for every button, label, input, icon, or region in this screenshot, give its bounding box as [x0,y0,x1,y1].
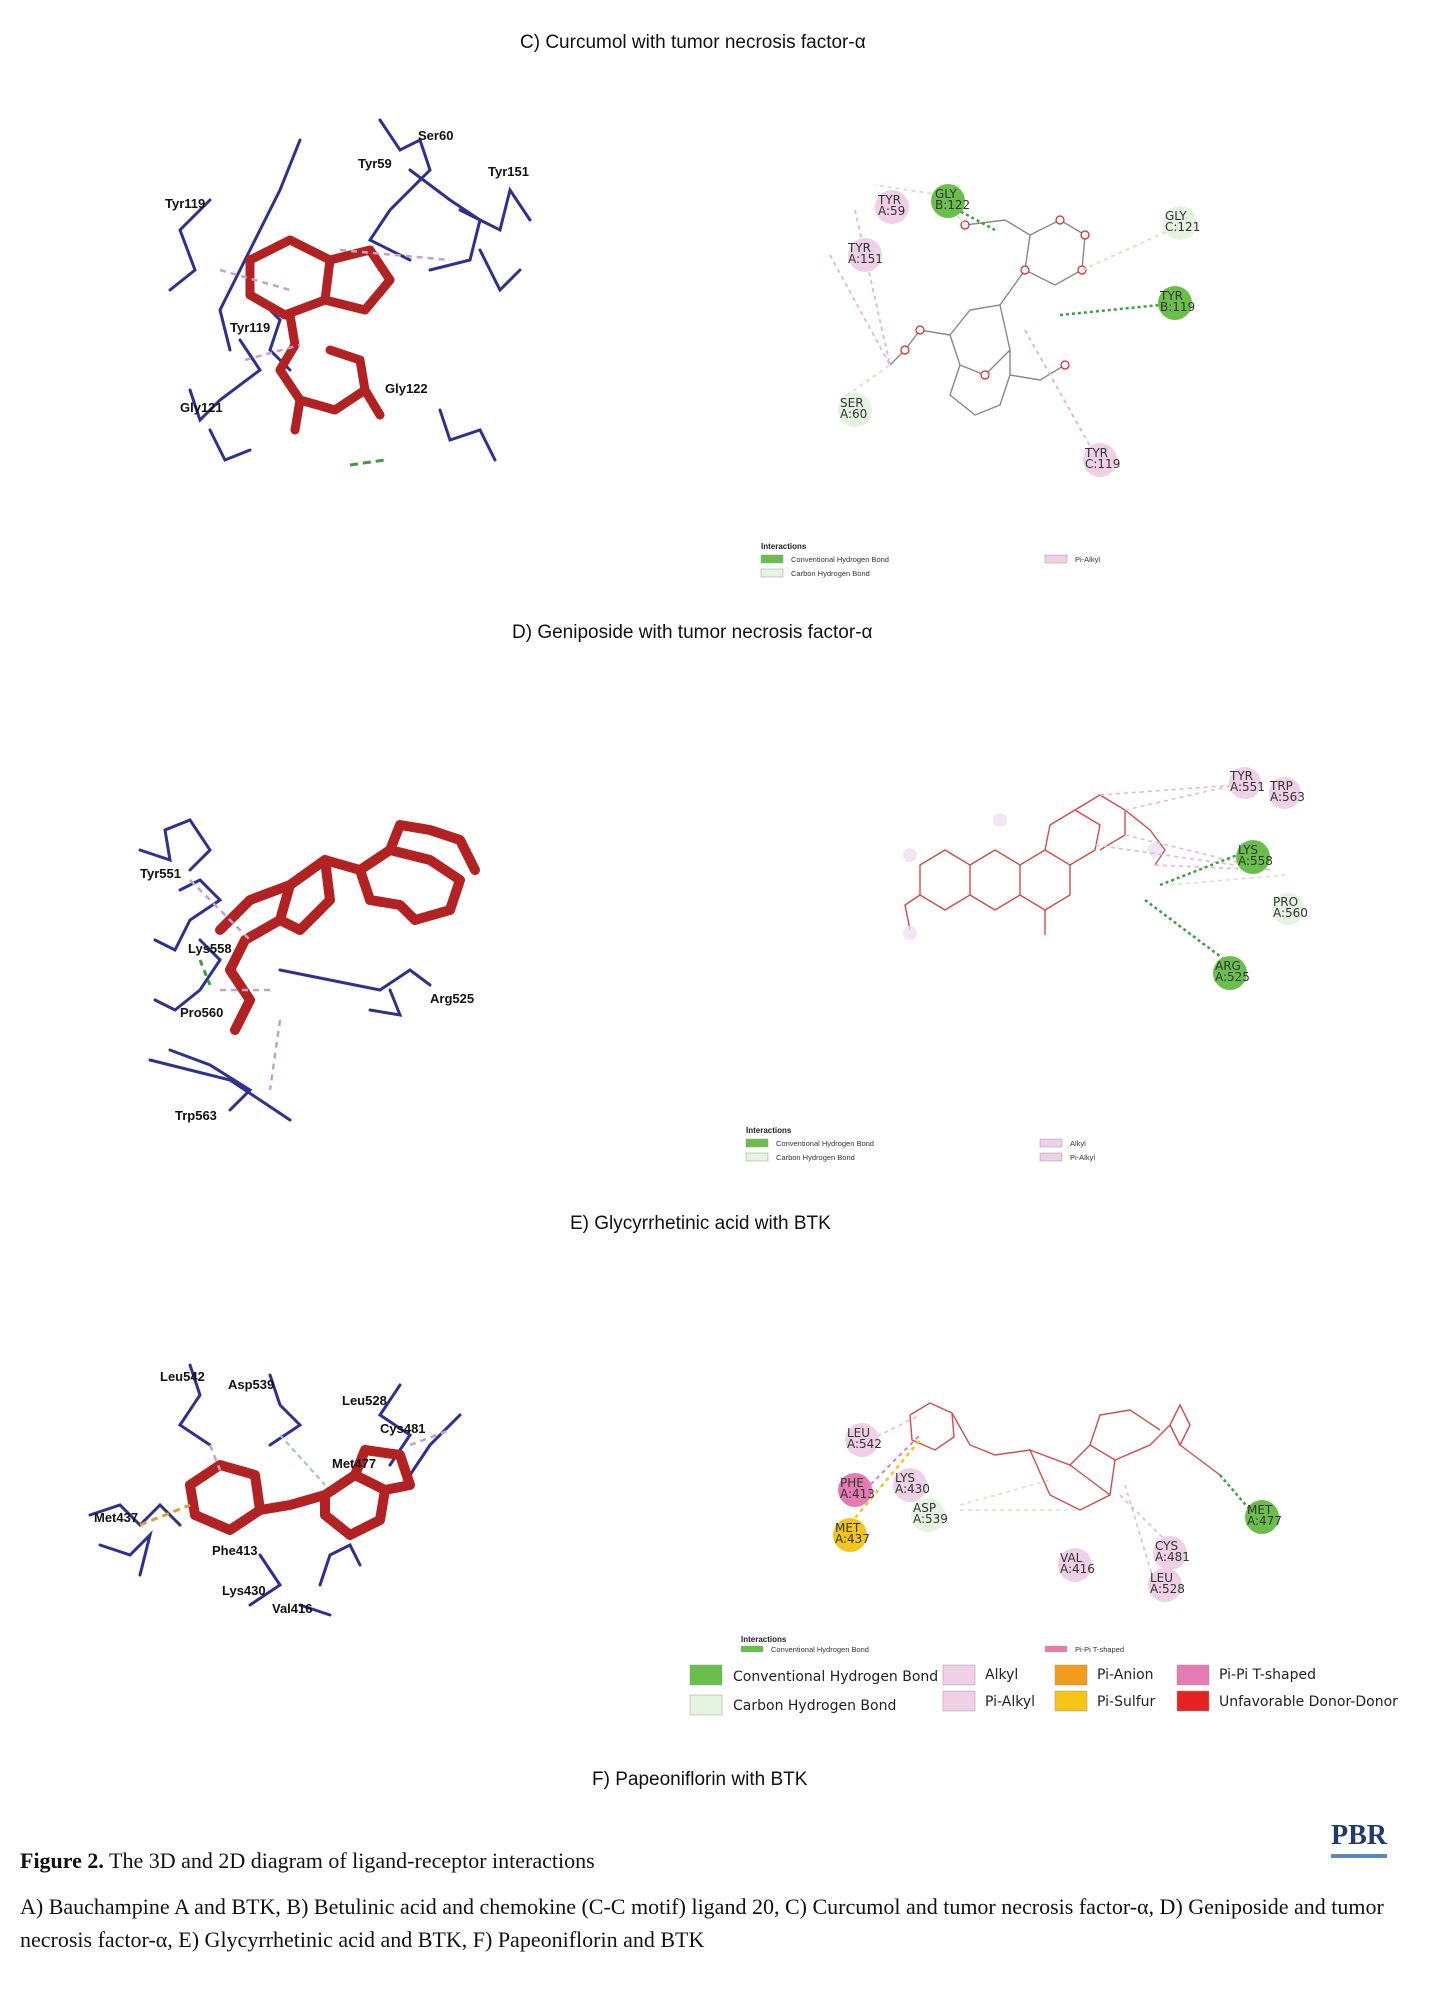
panel-c-label: Tyr59 [358,156,392,171]
panel-c-label: Tyr151 [488,164,529,179]
legend-item: Conventional Hydrogen Bond [791,555,889,564]
panel-c-residue: TYR C:119 [1085,446,1121,471]
legend-item: Unfavorable Donor-Donor [1219,1694,1398,1710]
panel-e-label: Leu542 [160,1369,205,1384]
legend-item: Pi-Pi T-shaped [1219,1667,1317,1683]
panel-e-label: Val416 [272,1601,313,1616]
panel-d-label: Pro560 [180,1005,224,1020]
legend-item: Alkyl [1070,1139,1086,1148]
panel-e-residue: MET A:437 [835,1521,870,1546]
figure-label: Figure 2. [20,1848,104,1873]
panel-e-2d-diagram [770,1385,1290,1610]
figure-caption [20,1848,595,1874]
panel-c-residue: TYR A:151 [848,241,883,266]
panel-c-residue: TYR A:59 [878,193,906,218]
caption-d: D) Geniposide with tumor necrosis factor-α [512,622,873,643]
panel-d-protein-sticks [140,820,430,1120]
panel-c-label: Tyr119 [230,320,271,335]
panel-c-label: Ser60 [418,128,454,143]
panel-e-residue: ASP A:539 [913,1501,948,1526]
panel-e-residue: LEU A:528 [1150,1571,1185,1596]
legend-item: Pi-Alkyl [1075,555,1101,564]
panel-e-residue: LYS A:430 [895,1471,930,1496]
figure-title: The 3D and 2D diagram of ligand-receptor interactions [109,1848,595,1873]
legend-item: Pi-Pi T-shaped [1075,1645,1125,1654]
figure-description: A) Bauchampine A and BTK, B) Betulinic acid and chemokine (C-C motif) ligand 20, C) Curcumol and tumor necrosis factor-α, D) Geniposide and tumor necrosis factor-α, E) Glycyrrhetinic acid and BTK, F) Papeoniflorin and BTK [20,1894,1384,1952]
legend-item: Conventional Hydrogen Bond [733,1669,939,1685]
legend-item: Pi-Anion [1097,1667,1154,1683]
panel-e-label: Asp539 [228,1377,275,1392]
panel-d-residue: PRO A:560 [1273,895,1308,920]
legend-item: Pi-Alkyl [985,1694,1036,1710]
panel-d-label: Tyr551 [140,866,181,881]
caption-f: F) Papeoniflorin with BTK [592,1769,808,1790]
legend-item: Carbon Hydrogen Bond [791,569,870,578]
panel-e-ligand-sticks [190,1450,410,1535]
panel-c-residue: GLY C:121 [1165,209,1201,234]
panel-e-residue: PHE A:413 [840,1476,875,1501]
panel-e-residue: MET A:477 [1247,1503,1282,1528]
panel-c-residue: SER A:60 [840,396,868,421]
panel-e-residue-nodes [833,1423,1279,1602]
panel-e-residue: VAL A:416 [1060,1551,1095,1576]
panel-d-label: Lys558 [188,941,232,956]
panel-d-residue: TYR A:551 [1230,769,1265,794]
panel-c-protein-sticks [170,120,530,460]
legend-item: Carbon Hydrogen Bond [776,1153,855,1162]
panel-e-label: Leu528 [342,1393,387,1408]
panel-c-label: Tyr119 [165,196,206,211]
journal-logo: PBR [1331,1820,1387,1858]
panel-d-3d-view [130,790,510,1130]
panel-d-label: Arg525 [430,991,475,1006]
panel-c-residue: TYR B:119 [1160,289,1196,314]
legend-item: Carbon Hydrogen Bond [733,1698,897,1714]
panel-e-label: Phe413 [212,1543,258,1558]
legend-title: Interactions [741,1635,787,1644]
panel-d-residue: LYS A:558 [1238,843,1273,868]
legend-item: Conventional Hydrogen Bond [771,1645,869,1654]
legend-item: Pi-Sulfur [1097,1694,1156,1710]
panel-c-ligand-2d [890,220,1085,415]
panel-c-ligand-sticks [250,240,390,430]
panel-c-residue: GLY B:122 [935,187,971,212]
legend-item: Pi-Alkyl [1070,1153,1096,1162]
panel-d-residue: ARG A:525 [1215,959,1250,984]
panel-c-label: Gly121 [180,400,223,415]
panel-e-ligand-2d [910,1403,1220,1510]
panel-e-label: Met477 [332,1456,377,1471]
caption-e: E) Glycyrrhetinic acid with BTK [570,1213,831,1234]
panel-c-legend [755,540,1155,585]
panel-c-label: Gly122 [385,381,428,396]
panel-d-legend [740,1124,1140,1169]
legend-title: Interactions [746,1126,792,1135]
caption-c: C) Curcumol with tumor necrosis factor-α [520,32,866,53]
panel-e-3d-view [80,1355,540,1625]
legend-item: Conventional Hydrogen Bond [776,1139,874,1148]
panel-d-residue: TRP A:563 [1270,779,1305,804]
panel-d-2d-diagram [890,755,1310,1005]
panel-c-2d-diagram [770,155,1230,485]
panel-c-3d-view [150,110,570,490]
panel-d-label: Trp563 [175,1108,217,1123]
panel-e-legend [685,1633,1405,1723]
panel-e-label: Cys481 [380,1421,426,1436]
panel-e-residue: LEU A:542 [847,1426,882,1451]
legend-item: Alkyl [985,1667,1019,1683]
panel-e-residue: CYS A:481 [1155,1539,1190,1564]
legend-title: Interactions [761,542,807,551]
panel-d-ligand-2d [905,795,1165,935]
panel-e-label: Lys430 [222,1583,266,1598]
panel-e-label: Met437 [94,1510,139,1525]
